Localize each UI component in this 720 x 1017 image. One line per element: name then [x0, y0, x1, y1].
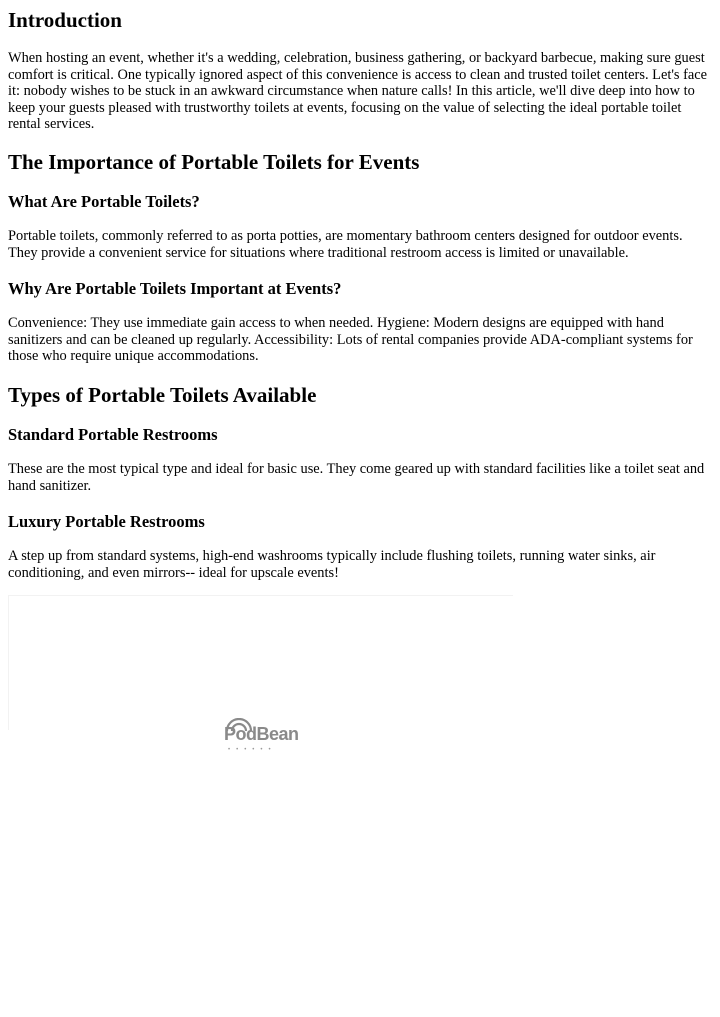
why-paragraph: Convenience: They use immediate gain access to when needed. Hygiene: Modern designs are equipped with hand sanitizers and can be cleaned up regularly. Accessibility: Lots of rental companies provide ADA-compliant systems for those who require unique accommodations.	[8, 315, 693, 364]
luxury-paragraph: A step up from standard systems, high-end washrooms typically include flushing toilets, running water sinks, air conditioning, and even mirrors-- ideal for upscale events!	[8, 548, 656, 581]
types-heading: Types of Portable Toilets Available	[8, 383, 317, 407]
podbean-loading-logo	[224, 718, 300, 754]
luxury-heading: Luxury Portable Restrooms	[8, 512, 205, 531]
why-heading: Why Are Portable Toilets Important at Events?	[8, 279, 342, 298]
standard-heading: Standard Portable Restrooms	[8, 425, 218, 444]
standard-paragraph: These are the most typical type and ideal for basic use. They come geared up with standard facilities like a toilet seat and hand sanitizer.	[8, 461, 705, 494]
importance-heading: The Importance of Portable Toilets for Events	[8, 150, 420, 174]
podcast-embed-frame[interactable]	[8, 595, 513, 730]
intro-paragraph: When hosting an event, whether it's a wedding, celebration, business gathering, or backyard barbecue, making sure guest comfort is critical. One typically ignored aspect of this convenience is access to clean and trusted toilet centers. Let's face it: nobody wishes to be stuck in an awkward circumstance when nature calls! In this article, we'll dive deep into how to keep your guests pleased with trustworthy toilets at events, focusing on the value of selecting the ideal portable toilet rental services.	[8, 50, 708, 132]
what-paragraph: Portable toilets, commonly referred to as porta potties, are momentary bathroom centers designed for outdoor events. They provide a convenient service for situations where traditional restroom access is limited or unavailable.	[8, 228, 683, 261]
intro-heading: Introduction	[8, 8, 122, 32]
podbean-logo-text: PodBean	[224, 724, 299, 744]
loading-dots: ••••••	[228, 747, 277, 753]
what-heading: What Are Portable Toilets?	[8, 192, 200, 211]
